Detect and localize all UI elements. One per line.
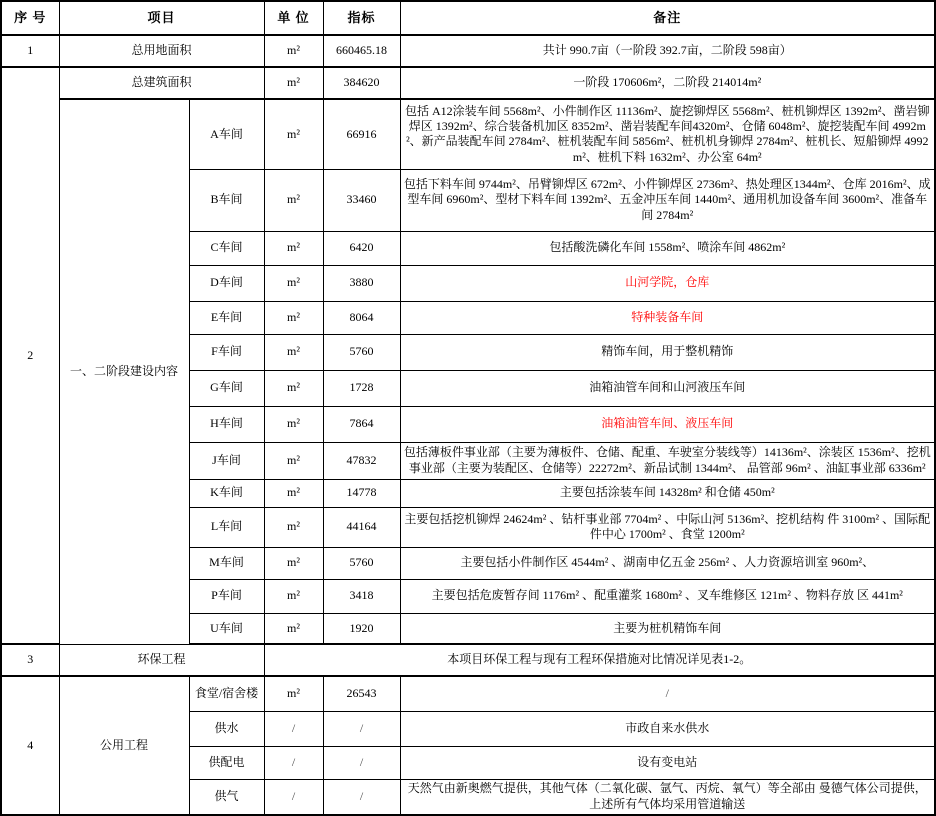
unit-cell: / [264,711,323,746]
unit-cell: m² [264,301,323,334]
value-cell: 660465.18 [323,35,400,67]
unit-cell: / [264,746,323,779]
unit-cell: m² [264,507,323,547]
value-cell: 66916 [323,99,400,169]
table-row-land-area [1,35,935,67]
item-cell: 总用地面积 [59,35,264,67]
unit-cell: m² [264,169,323,231]
unit-cell: m² [264,676,323,711]
section2-label-cell: 一、二阶段建设内容 [59,99,189,644]
value-cell: / [323,746,400,779]
sub-item-cell: 供水 [189,711,264,746]
workshop-name-cell: D车间 [189,265,264,301]
value-cell: 3880 [323,265,400,301]
unit-cell: m² [264,99,323,169]
unit-cell: m² [264,406,323,442]
table-row-workshop-a [1,99,935,169]
workshop-name-cell: M车间 [189,547,264,579]
workshop-name-cell: J车间 [189,442,264,479]
unit-cell: m² [264,579,323,613]
workshop-name-cell: E车间 [189,301,264,334]
unit-cell: m² [264,547,323,579]
unit-cell: m² [264,334,323,370]
value-cell: 7864 [323,406,400,442]
workshop-name-cell: G车间 [189,370,264,406]
table-row-building-area [1,67,935,99]
table-header-row [1,1,935,35]
remark-cell: 市政自来水供水 [400,711,935,746]
remark-cell: 包括 A12涂装车间 5568m²、小件制作区 11136m²、旋挖铆焊区 5568m²、桩机铆焊区 1392m²、凿岩铆焊区 1392m²、综合装备机加区 8352m²、凿岩装配车间4320m²、仓储 6048m²、旋挖装配车间 4992m²、新产品装配车间 2784m²、桩机装配车间 5856m²、桩机机身铆焊 2784m²、桩机长、短船铆焊 4992m²、桩机下料 1632m²、办公室 64m² [400,99,935,169]
workshop-name-cell: F车间 [189,334,264,370]
workshop-name-cell: K车间 [189,479,264,507]
remark-cell-red: 山河学院，仓库 [400,265,935,301]
unit-cell: m² [264,35,323,67]
sub-item-cell: 食堂/宿舍楼 [189,676,264,711]
table-row-environment [1,644,935,676]
value-cell: 3418 [323,579,400,613]
value-cell: / [323,779,400,815]
remark-cell: 共计 990.7亩（一阶段 392.7亩，二阶段 598亩） [400,35,935,67]
header-item: 项目 [59,1,264,35]
value-cell: 33460 [323,169,400,231]
remark-cell: 一阶段 170606m²，二阶段 214014m² [400,67,935,99]
workshop-name-cell: B车间 [189,169,264,231]
item-cell-utilities: 公用工程 [59,676,189,815]
item-cell: 环保工程 [59,644,264,676]
seq-cell: 4 [1,676,59,815]
header-unit: 单 位 [264,1,323,35]
header-seq: 序 号 [1,1,59,35]
value-cell: 44164 [323,507,400,547]
value-cell: / [323,711,400,746]
value-cell: 5760 [323,334,400,370]
item-cell: 总建筑面积 [59,67,264,99]
value-cell: 14778 [323,479,400,507]
workshop-name-cell: P车间 [189,579,264,613]
remark-cell: 包括酸洗磷化车间 1558m²、喷涂车间 4862m² [400,231,935,265]
seq-cell: 1 [1,35,59,67]
remark-cell: 设有变电站 [400,746,935,779]
remark-cell: 主要包括危废暂存间 1176m² 、配重灌浆 1680m² 、叉车维修区 121m² 、物料存放 区 441m² [400,579,935,613]
workshop-name-cell: H车间 [189,406,264,442]
value-cell: 47832 [323,442,400,479]
remark-cell: 包括下料车间 9744m²、吊臂铆焊区 672m²、小件铆焊区 2736m²、热处理区1344m²、仓库 2016m²、成型车间 6960m²、型材下料车间 1392m²、五金冲压车间 1440m²、通用机加设备车间 3600m²、准备车间 2784m² [400,169,935,231]
remark-cell: 精饰车间，用于整机精饰 [400,334,935,370]
header-remark: 备注 [400,1,935,35]
remark-cell: 主要包括涂装车间 14328m² 和仓储 450m² [400,479,935,507]
workshop-name-cell: L车间 [189,507,264,547]
sub-item-cell: 供配电 [189,746,264,779]
header-index: 指标 [323,1,400,35]
unit-cell: m² [264,67,323,99]
unit-cell: m² [264,265,323,301]
unit-cell: m² [264,442,323,479]
remark-cell: 天然气由新奥燃气提供，其他气体（二氧化碳、氩气、丙烷、氧气）等全部由 曼德气体公司提供，上述所有气体均采用管道输送 [400,779,935,815]
remark-cell: 本项目环保工程与现有工程环保措施对比情况详见表1-2。 [264,644,935,676]
remark-cell: 包括薄板件事业部（主要为薄板件、仓储、配重、车驶室分装线等）14136m²、涂装区 1536m²、挖机事业部（主要为装配区、仓储等）22272m²、新品试制 1344m²、 品管部 96m² 、油缸事业部 6336m² [400,442,935,479]
sub-item-cell: 供气 [189,779,264,815]
workshop-name-cell: A车间 [189,99,264,169]
value-cell: 384620 [323,67,400,99]
value-cell: 26543 [323,676,400,711]
seq-cell: 3 [1,644,59,676]
table-row-utility-canteen [1,676,935,711]
value-cell: 6420 [323,231,400,265]
workshop-name-cell: U车间 [189,613,264,644]
seq-cell-section2: 2 [1,67,59,644]
unit-cell: m² [264,370,323,406]
value-cell: 5760 [323,547,400,579]
remark-cell: 油箱油管车间和山河液压车间 [400,370,935,406]
value-cell: 1728 [323,370,400,406]
remark-cell-red: 油箱油管车间、液压车间 [400,406,935,442]
remark-cell: 主要包括小件制作区 4544m² 、湖南申亿五金 256m² 、人力资源培训室 960m²、 [400,547,935,579]
unit-cell: m² [264,479,323,507]
remark-cell: 主要包括挖机铆焊 24624m² 、钻杆事业部 7704m² 、中际山河 5136m²、挖机结构 件 3100m² 、国际配件中心 1700m² 、食堂 1200m² [400,507,935,547]
workshop-name-cell: C车间 [189,231,264,265]
value-cell: 1920 [323,613,400,644]
unit-cell: m² [264,613,323,644]
value-cell: 8064 [323,301,400,334]
unit-cell: m² [264,231,323,265]
remark-cell: / [400,676,935,711]
unit-cell: / [264,779,323,815]
remark-cell: 主要为桩机精饰车间 [400,613,935,644]
remark-cell-red: 特种装备车间 [400,301,935,334]
